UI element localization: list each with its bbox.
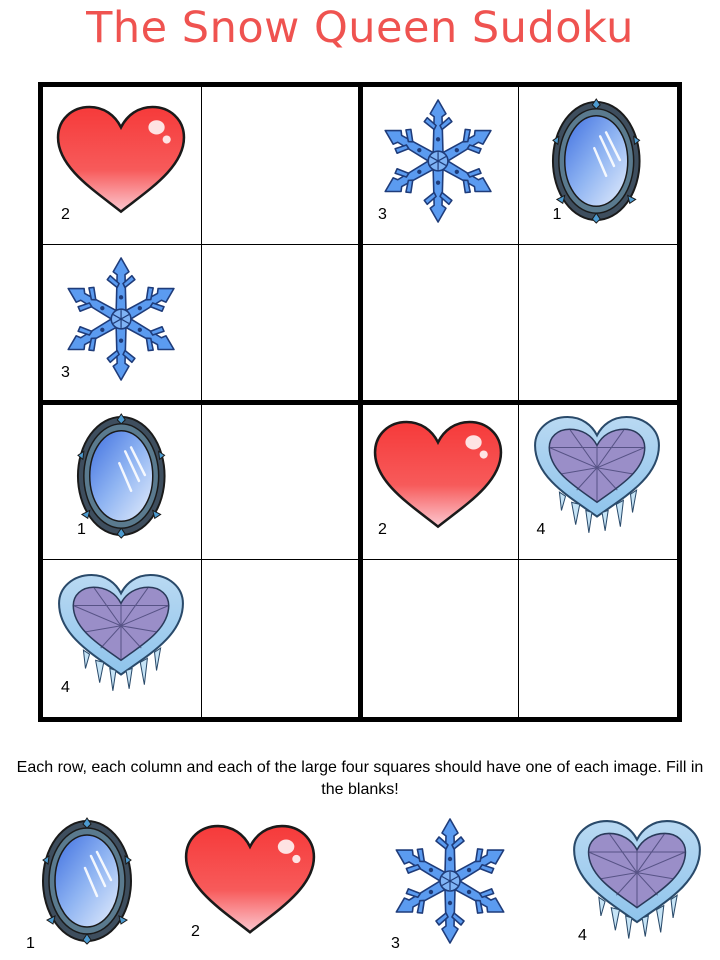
red-heart-icon xyxy=(55,105,187,217)
cell-number: 4 xyxy=(536,521,546,538)
sudoku-board xyxy=(38,82,682,722)
box-divider-horizontal xyxy=(43,400,677,405)
sudoku-cell[interactable] xyxy=(202,245,361,403)
sudoku-cell[interactable] xyxy=(202,560,361,718)
ice-heart-icon xyxy=(570,819,704,943)
legend-number: 3 xyxy=(391,935,400,952)
sudoku-cell[interactable] xyxy=(519,245,678,403)
sudoku-cell xyxy=(43,402,202,560)
sudoku-cell[interactable] xyxy=(202,402,361,560)
sudoku-cell xyxy=(360,402,519,560)
sudoku-cell[interactable] xyxy=(519,560,678,718)
cell-number: 1 xyxy=(77,521,86,538)
cell-number: 2 xyxy=(61,206,70,223)
magic-mirror-icon xyxy=(39,816,135,946)
sudoku-cell xyxy=(360,87,519,245)
sudoku-cell xyxy=(43,560,202,718)
ice-heart-icon xyxy=(531,415,663,537)
sudoku-cell xyxy=(519,87,678,245)
sudoku-cell xyxy=(519,402,678,560)
legend-item xyxy=(570,812,710,957)
magic-mirror-icon xyxy=(549,97,644,225)
legend-item xyxy=(383,812,523,957)
cell-number: 2 xyxy=(378,521,387,538)
magic-mirror-icon xyxy=(74,412,169,540)
snowflake-icon xyxy=(390,816,510,946)
instructions-text: Each row, each column and each of the large four squares should have one of each image. Fill in the blanks! xyxy=(16,759,704,798)
ice-heart-icon xyxy=(55,573,187,695)
snowflake-icon xyxy=(62,255,180,383)
legend-number: 2 xyxy=(191,923,200,940)
sudoku-cell[interactable] xyxy=(360,245,519,403)
cell-number: 3 xyxy=(378,206,387,223)
cell-number: 4 xyxy=(61,678,70,696)
legend-number: 4 xyxy=(578,927,587,944)
legend-number: 1 xyxy=(26,935,35,952)
sudoku-cell xyxy=(43,87,202,245)
cell-number: 1 xyxy=(552,206,562,223)
snowflake-icon xyxy=(379,97,497,225)
grid-line-vertical xyxy=(518,87,519,717)
red-heart-icon xyxy=(372,420,504,532)
page-title: The Snow Queen Sudoku xyxy=(86,3,634,53)
grid-line-horizontal xyxy=(43,559,677,560)
legend-item xyxy=(183,812,323,957)
legend-item xyxy=(20,812,160,957)
cell-number: 3 xyxy=(61,363,70,381)
red-heart-icon xyxy=(183,824,317,937)
sudoku-cell[interactable] xyxy=(202,87,361,245)
sudoku-cell xyxy=(43,245,202,403)
sudoku-cell[interactable] xyxy=(360,560,519,718)
